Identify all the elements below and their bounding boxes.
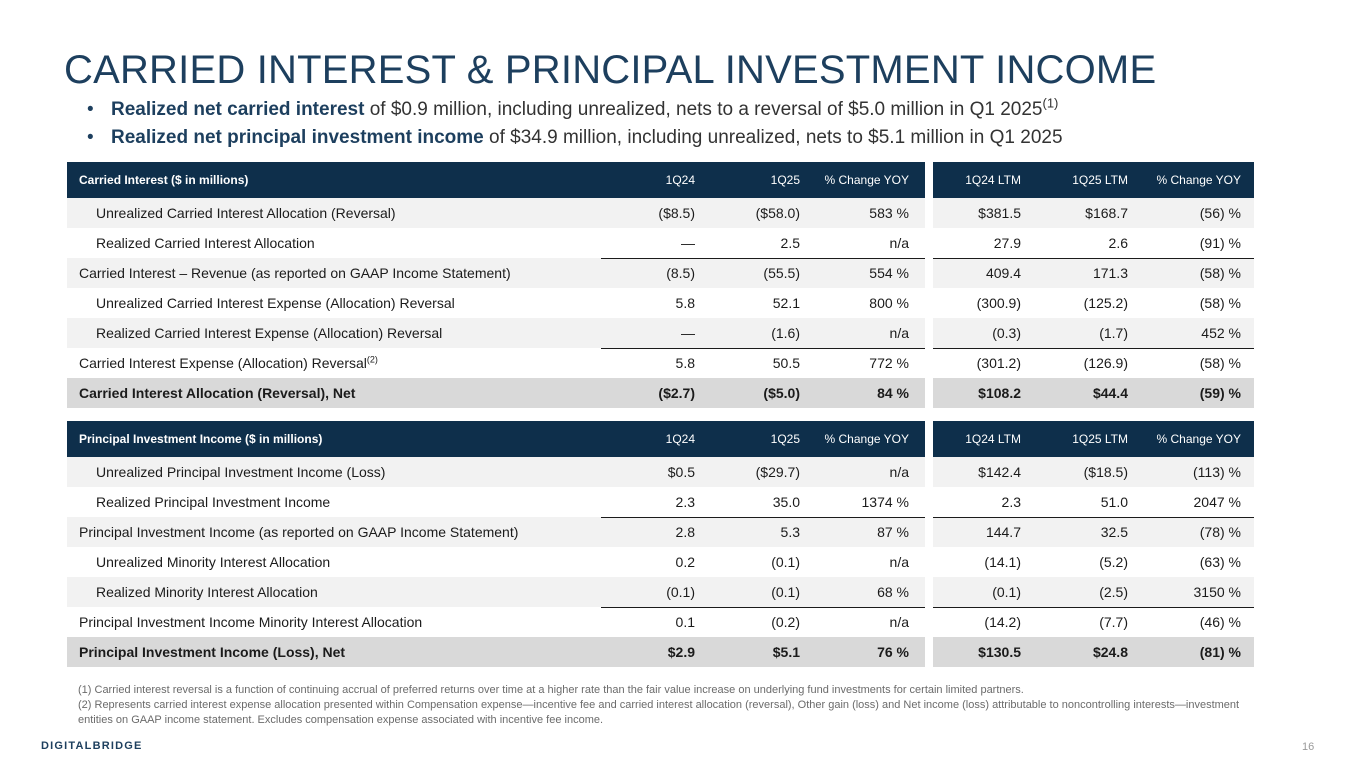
cell: (63) % (1199, 554, 1241, 570)
row-label: Unrealized Carried Interest Expense (Allocation) Reversal (96, 295, 455, 311)
table-row (67, 318, 1254, 348)
cell: 772 % (869, 355, 909, 371)
cell: (113) % (1193, 464, 1241, 480)
cell: (301.2) (976, 355, 1021, 371)
header-1q24-ltm: 1Q24 LTM (965, 173, 1021, 187)
row-label: Unrealized Carried Interest Allocation (Reversal) (96, 205, 396, 221)
cell: 583 % (869, 205, 909, 221)
row-label: Carried Interest Allocation (Reversal), Net (79, 385, 356, 401)
cell: 76 % (877, 644, 909, 660)
cell: 2047 % (1193, 494, 1241, 510)
table-row-total (67, 637, 1254, 667)
row-label: Principal Investment Income Minority Interest Allocation (79, 614, 423, 630)
table-row-subtotal (67, 517, 1254, 547)
footnote-ref: (1) (1042, 95, 1059, 111)
header-ltm-change-yoy: % Change YOY (1156, 432, 1241, 446)
cell: (0.1) (771, 584, 800, 600)
table-row (67, 457, 1254, 487)
row-label-text: Carried Interest Expense (Allocation) Reversal (79, 355, 367, 371)
cell: (1.7) (1099, 325, 1128, 341)
header-1q24: 1Q24 (665, 173, 695, 187)
cell: 52.1 (772, 295, 800, 311)
cell: $24.8 (1092, 644, 1128, 660)
cell: (7.7) (1099, 614, 1128, 630)
cell: (59) % (1199, 385, 1241, 401)
cell: (126.9) (1083, 355, 1128, 371)
cell: (8.5) (666, 265, 695, 281)
cell: n/a (889, 614, 909, 630)
cell: 3150 % (1193, 584, 1241, 600)
cell: $168.7 (1085, 205, 1128, 221)
cell: 171.3 (1092, 265, 1128, 281)
bullet-text: of $34.9 million, including unrealized, nets to $5.1 million in Q1 2025 (483, 127, 1063, 148)
cell: 554 % (869, 265, 909, 281)
header-1q24: 1Q24 (665, 432, 695, 446)
cell: 35.0 (772, 494, 800, 510)
cell: 27.9 (993, 235, 1021, 251)
table-row (67, 547, 1254, 577)
cell: ($18.5) (1083, 464, 1128, 480)
table-row (67, 228, 1254, 258)
cell: (0.3) (992, 325, 1021, 341)
cell: (0.1) (771, 554, 800, 570)
cell: ($8.5) (658, 205, 695, 221)
cell: 84 % (877, 385, 909, 401)
cell: 0.2 (675, 554, 695, 570)
cell: (78) % (1199, 524, 1241, 540)
row-label: Principal Investment Income (Loss), Net (79, 644, 346, 660)
footnote-2: (2) Represents carried interest expense allocation presented within Compensation expense—incentive fee and carried interest allocation (reversal), Other gain (loss) and Net income (loss) attributable to noncontrolling interests—investment entities on GAAP income statement. Excludes compensation expense associated with incentive fee income. (78, 699, 1240, 726)
cell: $130.5 (978, 644, 1021, 660)
table-row-subtotal (67, 258, 1254, 288)
row-label: Carried Interest – Revenue (as reported on GAAP Income Statement) (79, 265, 511, 281)
cell: 452 % (1201, 325, 1241, 341)
cell: (58) % (1199, 355, 1241, 371)
cell: (58) % (1199, 295, 1241, 311)
principal-investment-table (67, 421, 1254, 667)
cell: 0.1 (675, 614, 695, 630)
cell: (91) % (1199, 235, 1241, 251)
header-change-yoy: % Change YOY (824, 173, 909, 187)
cell: 87 % (877, 524, 909, 540)
cell: 1374 % (861, 494, 909, 510)
cell: ($58.0) (755, 205, 800, 221)
cell: n/a (889, 325, 909, 341)
cell: $44.4 (1092, 385, 1128, 401)
table-row-total (67, 378, 1254, 408)
cell: $5.1 (772, 644, 800, 660)
header-label: Carried Interest ($ in millions) (79, 173, 249, 187)
header-label: Principal Investment Income ($ in millions) (79, 432, 323, 446)
summary-bullets (87, 96, 1063, 152)
bullet-principal-investment (87, 124, 1063, 152)
footnotes (78, 683, 1268, 728)
cell: ($2.7) (658, 385, 695, 401)
bullet-bold-text: Realized net carried interest (111, 99, 365, 120)
cell: 32.5 (1100, 524, 1128, 540)
cell: (5.2) (1099, 554, 1128, 570)
cell: $142.4 (978, 464, 1021, 480)
cell: (300.9) (976, 295, 1021, 311)
row-label: Unrealized Principal Investment Income (Loss) (96, 464, 386, 480)
cell: 144.7 (985, 524, 1021, 540)
cell: ($29.7) (755, 464, 800, 480)
footnote-1: (1) Carried interest reversal is a function of continuing accrual of preferred returns over time at a higher rate than the fair value increase on underlying fund investments for certain limited partners. (78, 684, 1024, 696)
cell: 5.8 (675, 295, 695, 311)
page-number: 16 (1302, 741, 1315, 753)
row-label: Realized Principal Investment Income (96, 494, 331, 510)
cell: (0.1) (666, 584, 695, 600)
table-row-subtotal (67, 607, 1254, 637)
bullet-carried-interest (87, 96, 1063, 124)
cell: — (681, 235, 695, 251)
cell: (58) % (1199, 265, 1241, 281)
cell: (81) % (1199, 644, 1241, 660)
table-row (67, 288, 1254, 318)
cell: 2.6 (1108, 235, 1128, 251)
carried-interest-table (67, 162, 1254, 408)
cell: 68 % (877, 584, 909, 600)
cell: (14.2) (984, 614, 1021, 630)
cell: 409.4 (985, 265, 1021, 281)
cell: $2.9 (667, 644, 695, 660)
header-change-yoy: % Change YOY (824, 432, 909, 446)
cell: 51.0 (1100, 494, 1128, 510)
row-label: Principal Investment Income (as reported on GAAP Income Statement) (79, 524, 519, 540)
table-row (67, 487, 1254, 517)
cell: $108.2 (978, 385, 1021, 401)
header-ltm-change-yoy: % Change YOY (1156, 173, 1241, 187)
table-header-row (67, 421, 1254, 457)
cell: (1.6) (771, 325, 800, 341)
row-label: Realized Carried Interest Expense (Allocation) Reversal (96, 325, 443, 341)
company-logo: DIGITALBRIDGE (41, 740, 143, 752)
table-row (67, 577, 1254, 607)
header-1q25-ltm: 1Q25 LTM (1072, 432, 1128, 446)
cell: (46) % (1199, 614, 1241, 630)
cell: (55.5) (763, 265, 800, 281)
cell: n/a (889, 464, 909, 480)
cell: $0.5 (667, 464, 695, 480)
row-label: Unrealized Minority Interest Allocation (96, 554, 331, 570)
cell: (56) % (1199, 205, 1241, 221)
header-1q25-ltm: 1Q25 LTM (1072, 173, 1128, 187)
row-label: Realized Carried Interest Allocation (96, 235, 315, 251)
cell: (0.2) (771, 614, 800, 630)
table-row-subtotal (67, 348, 1254, 378)
cell: 2.8 (675, 524, 695, 540)
cell: ($5.0) (763, 385, 800, 401)
bullet-bold-text: Realized net principal investment income (111, 127, 484, 148)
cell: 2.3 (675, 494, 695, 510)
cell: (0.1) (992, 584, 1021, 600)
cell: (14.1) (984, 554, 1021, 570)
footnote-ref: (2) (366, 354, 378, 365)
cell: 5.8 (675, 355, 695, 371)
cell: n/a (889, 235, 909, 251)
table-header-row (67, 162, 1254, 198)
row-label (79, 348, 378, 378)
cell: 2.3 (1001, 494, 1021, 510)
header-1q25: 1Q25 (770, 432, 800, 446)
row-label: Realized Minority Interest Allocation (96, 584, 318, 600)
page-title: CARRIED INTEREST & PRINCIPAL INVESTMENT INCOME (64, 48, 1157, 92)
bullet-text: of $0.9 million, including unrealized, nets to a reversal of $5.0 million in Q1 2025 (364, 99, 1043, 120)
table-row (67, 198, 1254, 228)
cell: 5.3 (780, 524, 800, 540)
cell: 800 % (869, 295, 909, 311)
header-1q24-ltm: 1Q24 LTM (965, 432, 1021, 446)
cell: — (681, 325, 695, 341)
cell: (125.2) (1083, 295, 1128, 311)
cell: 2.5 (780, 235, 800, 251)
cell: $381.5 (978, 205, 1021, 221)
header-1q25: 1Q25 (770, 173, 800, 187)
cell: 50.5 (772, 355, 800, 371)
cell: n/a (889, 554, 909, 570)
cell: (2.5) (1099, 584, 1128, 600)
